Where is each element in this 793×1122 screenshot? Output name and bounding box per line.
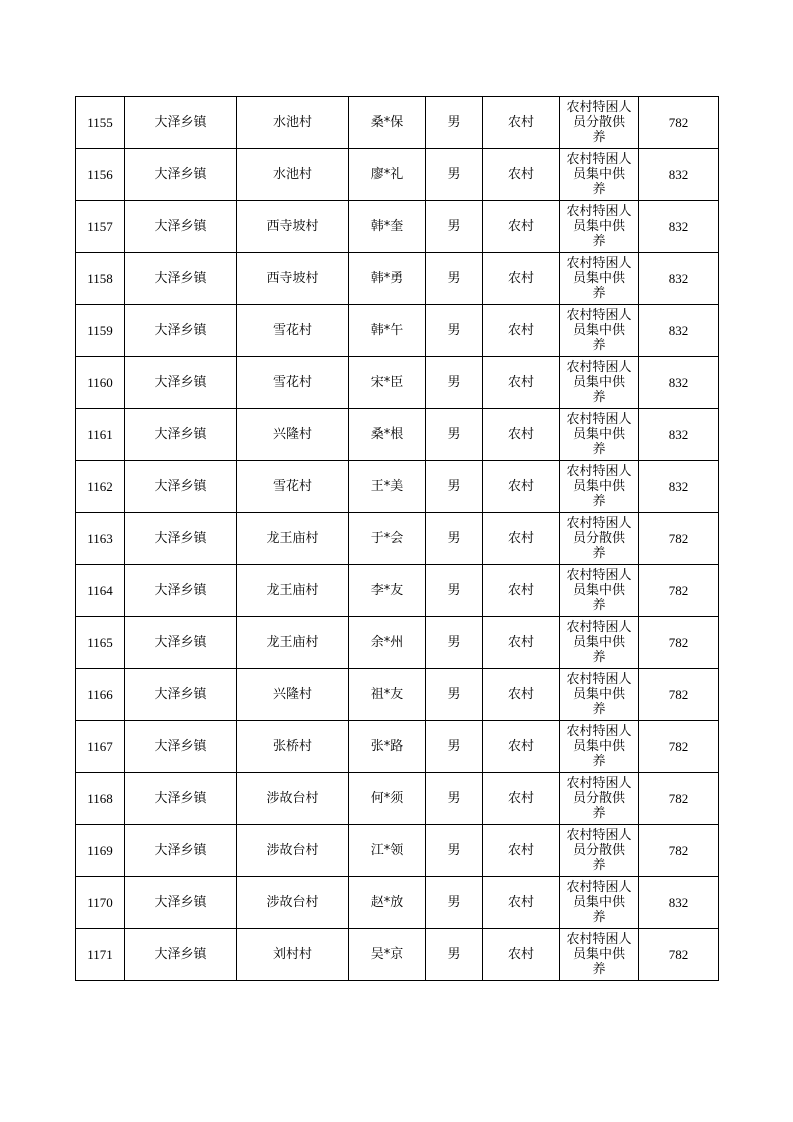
cell-assistance-category: 农村特困人 员分散供 养 xyxy=(560,513,639,565)
cell-amount: 782 xyxy=(639,773,719,825)
cell-resident-type: 农村 xyxy=(483,617,560,669)
cell-name: 何*须 xyxy=(349,773,426,825)
cell-township: 大泽乡镇 xyxy=(125,253,237,305)
cell-village: 涉故台村 xyxy=(237,825,349,877)
cell-assistance-category: 农村特困人 员集中供 养 xyxy=(560,357,639,409)
cell-serial: 1162 xyxy=(76,461,125,513)
cell-name: 吴*京 xyxy=(349,929,426,981)
cell-sex: 男 xyxy=(426,305,483,357)
cell-village: 涉故台村 xyxy=(237,773,349,825)
cell-resident-type: 农村 xyxy=(483,669,560,721)
cell-serial: 1157 xyxy=(76,201,125,253)
cell-amount: 782 xyxy=(639,825,719,877)
cell-assistance-category: 农村特困人 员集中供 养 xyxy=(560,409,639,461)
table-row xyxy=(76,877,719,929)
cell-name: 桑*保 xyxy=(349,97,426,149)
cell-resident-type: 农村 xyxy=(483,305,560,357)
cell-resident-type: 农村 xyxy=(483,721,560,773)
table-row xyxy=(76,409,719,461)
cell-name: 宋*臣 xyxy=(349,357,426,409)
cell-serial: 1158 xyxy=(76,253,125,305)
cell-serial: 1167 xyxy=(76,721,125,773)
cell-amount: 832 xyxy=(639,877,719,929)
cell-village: 兴隆村 xyxy=(237,409,349,461)
table-row xyxy=(76,773,719,825)
cell-assistance-category: 农村特困人 员集中供 养 xyxy=(560,305,639,357)
cell-amount: 832 xyxy=(639,409,719,461)
cell-serial: 1170 xyxy=(76,877,125,929)
cell-resident-type: 农村 xyxy=(483,773,560,825)
cell-serial: 1164 xyxy=(76,565,125,617)
cell-serial: 1160 xyxy=(76,357,125,409)
cell-village: 雪花村 xyxy=(237,461,349,513)
cell-township: 大泽乡镇 xyxy=(125,97,237,149)
cell-resident-type: 农村 xyxy=(483,409,560,461)
cell-sex: 男 xyxy=(426,617,483,669)
cell-amount: 782 xyxy=(639,513,719,565)
cell-resident-type: 农村 xyxy=(483,877,560,929)
cell-serial: 1169 xyxy=(76,825,125,877)
cell-amount: 832 xyxy=(639,305,719,357)
cell-name: 张*路 xyxy=(349,721,426,773)
cell-serial: 1161 xyxy=(76,409,125,461)
cell-assistance-category: 农村特困人 员集中供 养 xyxy=(560,929,639,981)
cell-township: 大泽乡镇 xyxy=(125,877,237,929)
table-row xyxy=(76,617,719,669)
cell-sex: 男 xyxy=(426,253,483,305)
cell-sex: 男 xyxy=(426,201,483,253)
cell-sex: 男 xyxy=(426,357,483,409)
cell-township: 大泽乡镇 xyxy=(125,201,237,253)
cell-serial: 1171 xyxy=(76,929,125,981)
cell-assistance-category: 农村特困人 员集中供 养 xyxy=(560,201,639,253)
cell-amount: 782 xyxy=(639,97,719,149)
cell-assistance-category: 农村特困人 员集中供 养 xyxy=(560,149,639,201)
cell-township: 大泽乡镇 xyxy=(125,305,237,357)
cell-village: 西寺坡村 xyxy=(237,253,349,305)
cell-sex: 男 xyxy=(426,825,483,877)
table-row xyxy=(76,721,719,773)
cell-serial: 1166 xyxy=(76,669,125,721)
cell-resident-type: 农村 xyxy=(483,253,560,305)
cell-township: 大泽乡镇 xyxy=(125,929,237,981)
cell-township: 大泽乡镇 xyxy=(125,149,237,201)
cell-name: 余*州 xyxy=(349,617,426,669)
cell-assistance-category: 农村特困人 员分散供 养 xyxy=(560,825,639,877)
cell-assistance-category: 农村特困人 员集中供 养 xyxy=(560,565,639,617)
cell-village: 刘村村 xyxy=(237,929,349,981)
cell-amount: 832 xyxy=(639,461,719,513)
table-row xyxy=(76,149,719,201)
cell-sex: 男 xyxy=(426,773,483,825)
cell-name: 韩*奎 xyxy=(349,201,426,253)
cell-township: 大泽乡镇 xyxy=(125,773,237,825)
cell-village: 张桥村 xyxy=(237,721,349,773)
cell-amount: 782 xyxy=(639,929,719,981)
cell-amount: 832 xyxy=(639,253,719,305)
cell-township: 大泽乡镇 xyxy=(125,565,237,617)
cell-sex: 男 xyxy=(426,929,483,981)
cell-village: 水池村 xyxy=(237,149,349,201)
cell-sex: 男 xyxy=(426,409,483,461)
cell-assistance-category: 农村特困人 员集中供 养 xyxy=(560,617,639,669)
cell-sex: 男 xyxy=(426,513,483,565)
cell-village: 龙王庙村 xyxy=(237,565,349,617)
cell-assistance-category: 农村特困人 员集中供 养 xyxy=(560,253,639,305)
table-row xyxy=(76,565,719,617)
cell-village: 龙王庙村 xyxy=(237,513,349,565)
cell-sex: 男 xyxy=(426,461,483,513)
table-row xyxy=(76,97,719,149)
cell-name: 赵*放 xyxy=(349,877,426,929)
cell-township: 大泽乡镇 xyxy=(125,513,237,565)
cell-resident-type: 农村 xyxy=(483,97,560,149)
cell-sex: 男 xyxy=(426,565,483,617)
cell-serial: 1155 xyxy=(76,97,125,149)
table-row xyxy=(76,929,719,981)
cell-amount: 832 xyxy=(639,149,719,201)
cell-assistance-category: 农村特困人 员分散供 养 xyxy=(560,773,639,825)
table-row xyxy=(76,201,719,253)
cell-village: 水池村 xyxy=(237,97,349,149)
cell-resident-type: 农村 xyxy=(483,513,560,565)
table-row xyxy=(76,305,719,357)
cell-township: 大泽乡镇 xyxy=(125,357,237,409)
table-row xyxy=(76,669,719,721)
cell-assistance-category: 农村特困人 员分散供 养 xyxy=(560,97,639,149)
cell-amount: 832 xyxy=(639,201,719,253)
table-container xyxy=(75,96,718,981)
cell-assistance-category: 农村特困人 员集中供 养 xyxy=(560,461,639,513)
cell-name: 李*友 xyxy=(349,565,426,617)
cell-township: 大泽乡镇 xyxy=(125,825,237,877)
cell-name: 于*会 xyxy=(349,513,426,565)
cell-serial: 1156 xyxy=(76,149,125,201)
cell-serial: 1168 xyxy=(76,773,125,825)
cell-name: 韩*午 xyxy=(349,305,426,357)
cell-township: 大泽乡镇 xyxy=(125,669,237,721)
cell-amount: 832 xyxy=(639,357,719,409)
cell-amount: 782 xyxy=(639,617,719,669)
cell-township: 大泽乡镇 xyxy=(125,409,237,461)
table-row xyxy=(76,513,719,565)
cell-amount: 782 xyxy=(639,669,719,721)
cell-resident-type: 农村 xyxy=(483,461,560,513)
cell-name: 廖*礼 xyxy=(349,149,426,201)
cell-name: 王*美 xyxy=(349,461,426,513)
table-row xyxy=(76,253,719,305)
cell-village: 龙王庙村 xyxy=(237,617,349,669)
cell-resident-type: 农村 xyxy=(483,149,560,201)
table-body xyxy=(76,97,719,981)
cell-township: 大泽乡镇 xyxy=(125,721,237,773)
cell-resident-type: 农村 xyxy=(483,565,560,617)
cell-serial: 1165 xyxy=(76,617,125,669)
cell-village: 西寺坡村 xyxy=(237,201,349,253)
cell-village: 雪花村 xyxy=(237,305,349,357)
cell-sex: 男 xyxy=(426,721,483,773)
cell-village: 兴隆村 xyxy=(237,669,349,721)
cell-name: 江*领 xyxy=(349,825,426,877)
cell-sex: 男 xyxy=(426,97,483,149)
cell-amount: 782 xyxy=(639,721,719,773)
cell-assistance-category: 农村特困人 员集中供 养 xyxy=(560,877,639,929)
cell-township: 大泽乡镇 xyxy=(125,617,237,669)
cell-serial: 1159 xyxy=(76,305,125,357)
cell-sex: 男 xyxy=(426,877,483,929)
cell-name: 桑*根 xyxy=(349,409,426,461)
cell-resident-type: 农村 xyxy=(483,201,560,253)
cell-resident-type: 农村 xyxy=(483,929,560,981)
cell-serial: 1163 xyxy=(76,513,125,565)
cell-sex: 男 xyxy=(426,669,483,721)
cell-resident-type: 农村 xyxy=(483,357,560,409)
assistance-recipients-table xyxy=(75,96,719,981)
cell-name: 祖*友 xyxy=(349,669,426,721)
cell-name: 韩*勇 xyxy=(349,253,426,305)
cell-village: 涉故台村 xyxy=(237,877,349,929)
cell-village: 雪花村 xyxy=(237,357,349,409)
cell-sex: 男 xyxy=(426,149,483,201)
table-row xyxy=(76,461,719,513)
table-row xyxy=(76,825,719,877)
table-row xyxy=(76,357,719,409)
cell-assistance-category: 农村特困人 员集中供 养 xyxy=(560,721,639,773)
cell-assistance-category: 农村特困人 员集中供 养 xyxy=(560,669,639,721)
cell-resident-type: 农村 xyxy=(483,825,560,877)
cell-township: 大泽乡镇 xyxy=(125,461,237,513)
cell-amount: 782 xyxy=(639,565,719,617)
